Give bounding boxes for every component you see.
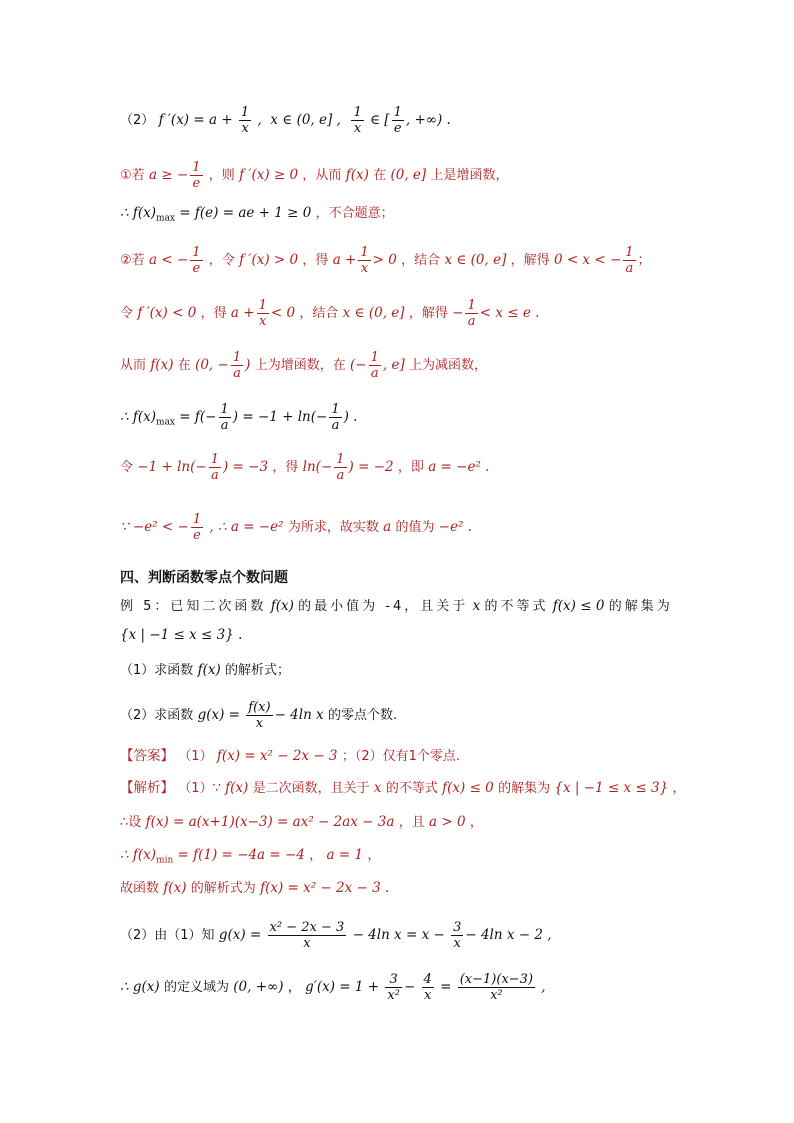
solution-part-4: 故函数 f(x) 的解析式为 f(x) = x² − 2x − 3 .: [120, 880, 390, 896]
solution-line-5: 令 f ′(x) < 0 ，得 a + $\frac{1}{x}$ < 0 ，结合 x ∈ (0, e] ，解得 − $\frac{1}{a}$ < x ≤ e .: [120, 298, 540, 329]
answer-line: 【答案】 （1） f(x) = x² − 2x − 3 ；（2）仅有1个零点.: [120, 748, 461, 764]
solution-part-2: ∴设 f(x) = a(x+1)(x−3) = ax² − 2ax − 3a ，且 a > 0 ，: [120, 814, 483, 830]
solution-part-1: 【解析】 （1）∵ f(x) 是二次函数，且关于 x 的不等式 f(x) ≤ 0 的解集为 {x | −1 ≤ x ≤ 3} ，: [120, 780, 686, 796]
solution-part-6: ∴ g(x) 的定义域为 (0, +∞) ， g′(x) = 1 + $\frac{3}{\text{x²}}$ − $\frac{4}{x}$ = $\frac{(x-1)(x-3)}{\text{x²}}$ ,: [120, 972, 546, 1003]
answer-tag: 【答案】: [120, 748, 174, 764]
example-5-set: {x | −1 ≤ x ≤ 3} .: [120, 627, 243, 643]
solution-line-8: 令 −1 + ln(− $\frac{1}{a}$ ) = −3 ，得 ln(− $\frac{1}{a}$ ) = −2 ，即 a = −e² .: [120, 452, 490, 483]
solution-line-9: ∵ −e² < − $\frac{1}{e}$ , ∴ a = −e² 为所求，故实数 a 的值为 −e² .: [120, 512, 473, 543]
solution-tag: 【解析】: [120, 780, 174, 796]
question-2: （2）求函数 g(x) = $\frac{f(x)}{x}$ − 4ln x 的零点个数.: [120, 700, 398, 731]
solution-line-4: ②若 a < − $\frac{1}{e}$ ，令 f ′(x) > 0 ，得 a + $\frac{1}{x}$ > 0 ，结合 x ∈ (0, e] ，解得 0 < x < − $\frac{1}{a}$ ；: [120, 245, 651, 276]
solution-line-2: ①若 a ≥ − $\frac{1}{e}$ ，则 f ′(x) ≥ 0 ，从而 f(x) 在 (0, e] 上是增函数，: [120, 160, 509, 191]
question-1: （1）求函数 f(x) 的解析式；: [120, 662, 291, 678]
solution-line-6: 从而 f(x) 在 (0, − $\frac{1}{a}$ ) 上为增函数，在 (− $\frac{1}{a}$ , e] 上为减函数，: [120, 350, 488, 381]
solution-line-7: ∴ $f(x)_{max} = f(-$ $\frac{1}{a}$ ) = −1 + ln(− $\frac{1}{a}$ ) .: [120, 402, 358, 433]
section-title: 四、判断函数零点个数问题: [120, 570, 288, 586]
example-5-stem: 例 5：已知二次函数 f(x) 的最小值为 -4，且关于 x 的不等式 f(x) ≤ 0 的解集为: [120, 598, 673, 614]
solution-line-3: ∴ $f(x)_{max} = f(e)$ = ae + 1 ≥ 0 ，不合题意；: [120, 205, 394, 224]
solution-part-5: （2）由（1）知 g(x) = $\frac{\text{x² − 2x − 3}}{x}$ − 4ln x = x − $\frac{3}{x}$ − 4ln x − 2 ,: [120, 920, 552, 951]
solution-line-1: （2） f ′(x) = a + $\frac{1}{x}$ , x ∈ (0, e] , $\frac{1}{x}$ ∈ [ $\frac{1}{e}$ , +∞) .: [120, 105, 451, 136]
solution-part-3: ∴ $f(x)_{min} = f(1) = -4a = -4$ ， a = 1 ，: [120, 847, 381, 866]
